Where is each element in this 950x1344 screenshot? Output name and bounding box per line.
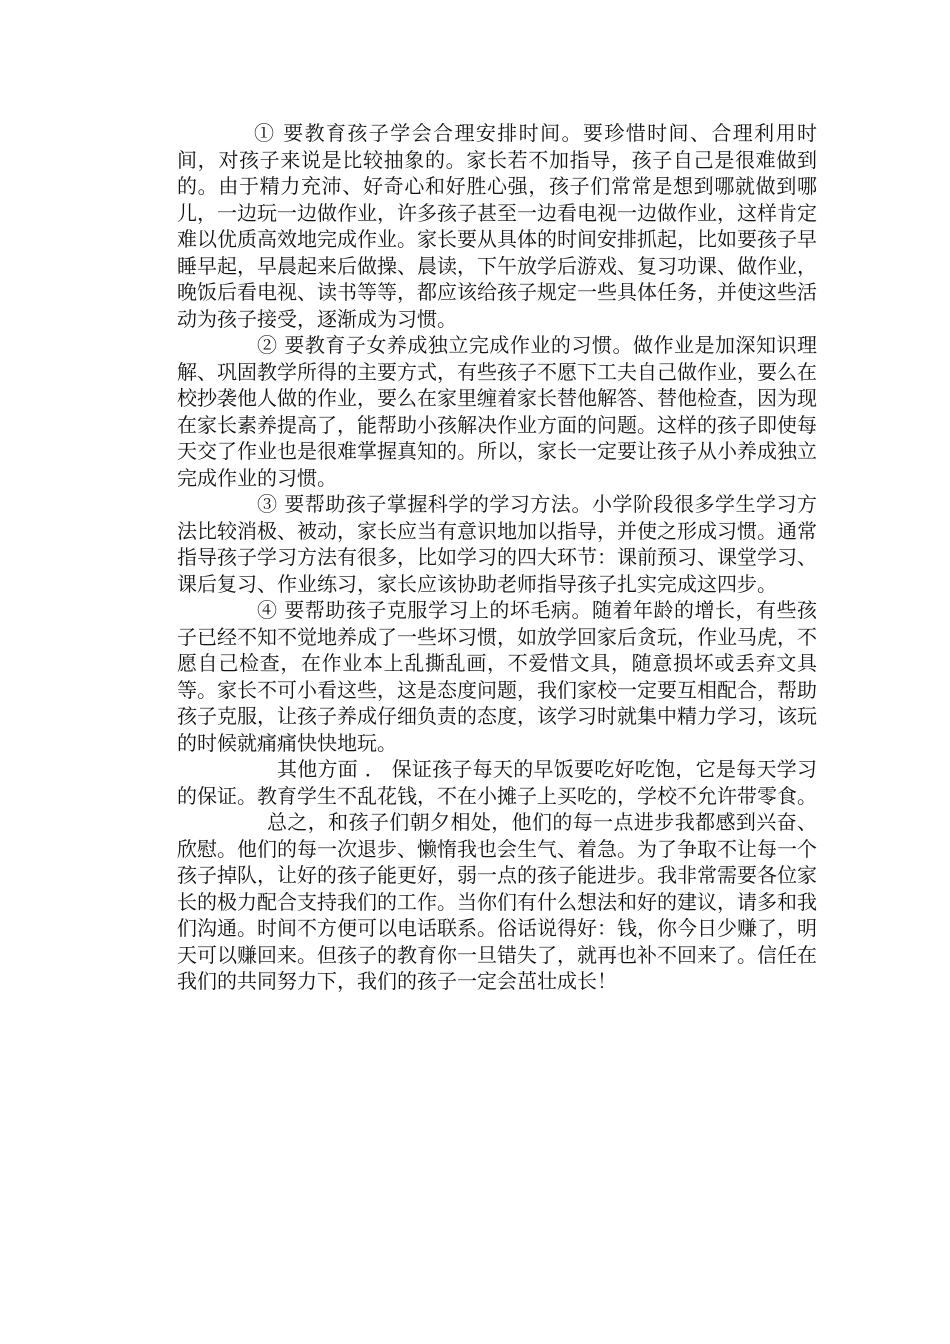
paragraph-time-management: ① 要教育孩子学会合理安排时间。要珍惜时间、合理利用时间，对孩子来说是比较抽象的。家长若不加指导，孩子自己是很难做到的。由于精力充沛、好奇心和好胜心强，孩子们常常是想到哪就做到哪儿，一边玩一边做作业，许多孩子甚至一边看电视一边做作业，这样肯定难以优质高效地完成作业。家长要从具体的时间安排抓起，比如要孩子早睡早起，早晨起来后做操、晨读，下午放学后游戏、复习功课、做作业，晚饭后看电视、读书等等，都应该给孩子规定一些具体任务，并使这些活动为孩子接受，逐渐成为习惯。 xyxy=(177,121,817,331)
paragraph-independent-homework: ② 要教育子女养成独立完成作业的习惯。做作业是加深知识理解、巩固教学所得的主要方式，有些孩子不愿下工夫自己做作业，要么在校抄袭他人做的作业，要么在家里缠着家长替他解答、替他检查，因为现在家长素养提高了，能帮助小孩解决作业方面的问题。这样的孩子即使每天交了作业也是很难掌握真知的。所以，家长一定要让孩子从小养成独立完成作业的习惯。 xyxy=(177,333,817,490)
paragraph-study-methods: ③ 要帮助孩子掌握科学的学习方法。小学阶段很多学生学习方法比较消极、被动，家长应当有意识地加以指导，并使之形成习惯。通常指导孩子学习方法有很多，比如学习的四大环节：课前预习、课堂学习、课后复习、作业练习，家长应该协助老师指导孩子扎实完成这四步。 xyxy=(177,492,817,596)
paragraph-conclusion: 总之，和孩子们朝夕相处，他们的每一点进步我都感到兴奋、欣慰。他们的每一次退步、懒惰我也会生气、着急。为了争取不让每一个孩子掉队，让好的孩子能更好，弱一点的孩子能进步。我非常需要各位家长的极力配合支持我们的工作。当你们有什么想法和好的建议，请多和我们沟通。时间不方便可以电话联系。俗话说得好：钱，你今日少赚了，明天可以赚回来。但孩子的教育你一旦错失了，就再也补不回来了。信任在我们的共同努力下，我们的孩子一定会茁壮成长！ xyxy=(177,810,817,993)
paragraph-bad-habits: ④ 要帮助孩子克服学习上的坏毛病。随着年龄的增长，有些孩子已经不知不觉地养成了一些坏习惯，如放学回家后贪玩，作业马虎，不愿自己检查，在作业本上乱撕乱画，不爱惜文具，随意损坏或丢弃文具等。家长不可小看这些，这是态度问题，我们家校一定要互相配合，帮助孩子克服，让孩子养成仔细负责的态度，该学习时就集中精力学习，该玩的时候就痛痛快快地玩。 xyxy=(177,598,817,755)
document-body xyxy=(177,120,817,995)
paragraph-other-aspects: 其他方面 ． 保证孩子每天的早饭要吃好吃饱，它是每天学习的保证。教育学生不乱花钱，不在小摊子上买吃的，学校不允许带零食。 xyxy=(177,757,817,808)
